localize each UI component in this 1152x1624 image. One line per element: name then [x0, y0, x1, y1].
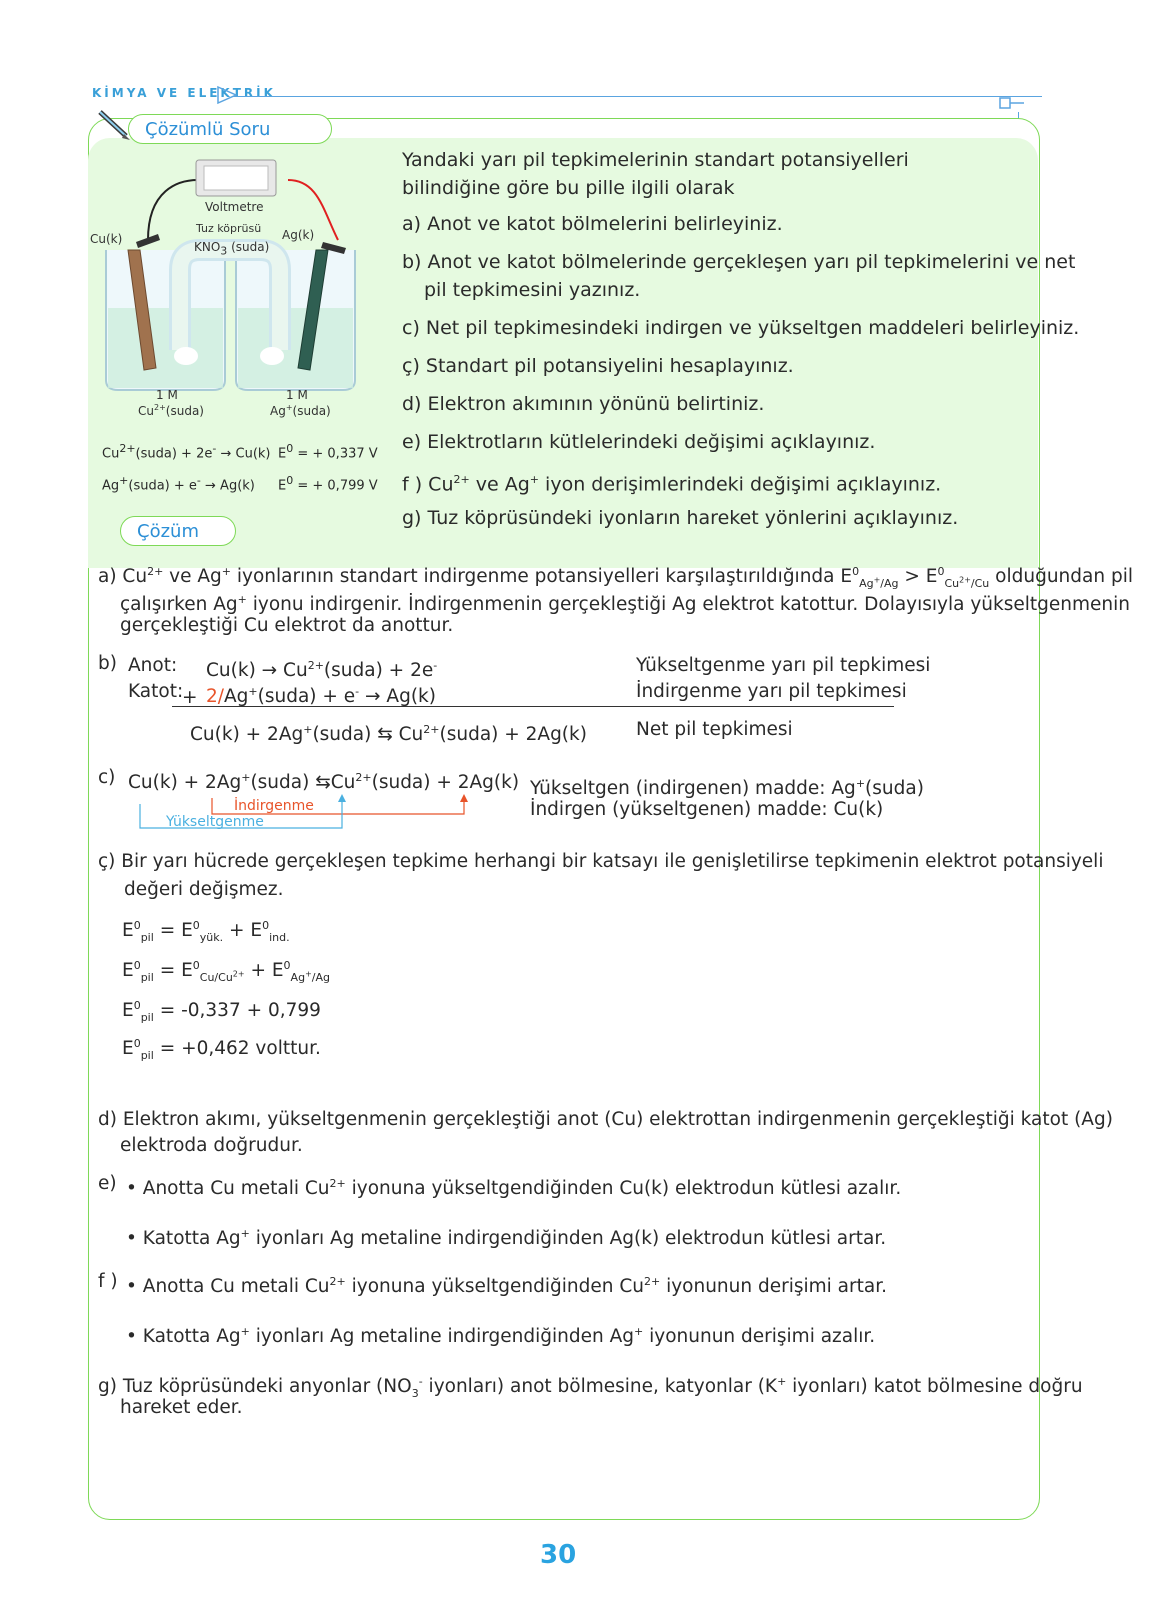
cathode-label: Katot: [128, 681, 184, 702]
solution-cc-line1: ç) Bir yarı hücrede gerçekleşen tepkime herhangi bir katsayı ile genişletilirse tepkimenin elektrot potansiyeli [98, 851, 1104, 872]
solution-c-label: c) [98, 767, 116, 788]
formula-3: $E^0_{pil} = -0,337 + 0,799$ [122, 999, 321, 1024]
solution-a-line3: gerçekleştiği Cu elektrot da anottur. [120, 615, 454, 636]
left-ion: $Cu^{2+}(suda)$ [138, 403, 204, 418]
left-conc: 1 M [156, 388, 178, 402]
solution-cc-line2: değeri değişmez. [124, 879, 284, 900]
solution-f-bullet1: • Anotta Cu metali $Cu^{2+}$ iyonuna yükseltgendiğinden $Cu^{2+}$ iyonunun derişimi artar. [126, 1275, 887, 1298]
page-number: 30 [540, 1540, 577, 1570]
pencil-icon [96, 108, 132, 142]
question-a: a) Anot ve katot bölmelerini belirleyiniz. [402, 213, 783, 235]
half-reaction-ag-potential: $E^0$ = + 0,799 V [278, 474, 378, 494]
cu-electrode-label: Cu(k) [90, 232, 123, 246]
reducing-agent: İndirgen (yükseltgenen) madde: Cu(k) [530, 799, 884, 820]
solution-e-bullet2: • Katotta Ag+ iyonları Ag metaline indirgendiğinden Ag(k) elektrodun kütlesi artar. [126, 1227, 887, 1250]
solution-a-line2: çalışırken Ag+ iyonu indirgenir. İndirgenmenin gerçekleştiği Ag elektrot katottur. Dolayısıyla yükseltgenmenin [120, 593, 1130, 616]
oxidizing-agent: Yükseltgen (indirgenen) madde: Ag+(suda) [530, 777, 924, 800]
half-reaction-cu-potential: $E^0$ = + 0,337 V [278, 442, 378, 462]
header-rule [232, 96, 1042, 97]
question-e: e) Elektrotların kütlelerindeki değişimi açıklayınız. [402, 431, 876, 453]
voltmeter-label: Voltmetre [205, 200, 264, 214]
formula-1: $E^0_{pil} = E^0_{yük.} + E^0_{ind.}$ [122, 919, 290, 944]
solution-e-label: e) [98, 1173, 117, 1194]
formula-2: $E^0_{pil} = E^0_{Cu/Cu^{2+}} + E^0_{Ag^+/Ag}$ [122, 959, 330, 984]
anode-equation: $Cu(k) \to Cu^{2+}(suda) + 2e^-$ [206, 659, 438, 682]
kno3-label: $KNO_3$ (suda) [194, 240, 270, 258]
question-b: b) Anot ve katot bölmelerinde gerçekleşen yarı pil tepkimelerini ve net [402, 251, 1076, 273]
black-wire [148, 180, 198, 240]
cathode-description: İndirgenme yarı pil tepkimesi [636, 681, 907, 702]
anode-description: Yükseltgenme yarı pil tepkimesi [636, 655, 931, 676]
half-reaction-ag: Ag+(suda) + e- → Ag(k) [102, 474, 255, 494]
solution-d-line2: elektroda doğrudur. [120, 1135, 303, 1156]
question-c: c) Net pil tepkimesindeki indirgen ve yükseltgen maddeleri belirleyiniz. [402, 317, 1080, 339]
half-reaction-cu: $Cu^{2+}(suda) + 2e^- \to Cu(k)$ [102, 442, 271, 462]
solution-f-label: f ) [98, 1271, 118, 1292]
electrochemical-cell-diagram [88, 150, 388, 440]
anode-label: Anot: [128, 655, 178, 676]
oxidation-label: Yükseltgenme [166, 814, 264, 830]
c-equation: Cu(k) + 2Ag+(suda) $⇆Cu^{2+}(suda) + 2Ag(k)$ [128, 771, 520, 794]
plus-sign: + [182, 687, 198, 708]
corner-square-icon [996, 94, 1026, 116]
question-b-cont: pil tepkimesini yazınız. [424, 279, 641, 301]
question-intro: Yandaki yarı pil tepkimelerinin standart potansiyelleri bilindiğine göre bu pille ilgili olarak [402, 149, 909, 199]
solution-g-line1: g) Tuz köprüsündeki anyonlar ($NO_3^-$ iyonları) anot bölmesine, katyonlar (K+ iyonları) katot bölmesine doğru [98, 1375, 1083, 1400]
question-label: Çözümlü Soru [128, 114, 332, 144]
ag-electrode-label: Ag(k) [282, 228, 315, 242]
solution-a-line1: a) $Cu^{2+}$ ve Ag+ iyonlarının standart indirgenme potansiyelleri karşılaştırıldığında $E^0_{Ag^+/Ag} > E^0_{Cu^{2+}/Cu}$ olduğundan pil [98, 565, 1133, 590]
question-cc: ç) Standart pil potansiyelini hesaplayınız. [402, 355, 794, 377]
solution-d-line1: d) Elektron akımı, yükseltgenmenin gerçekleştiği anot (Cu) elektrottan indirgenmenin gerçekleştiği katot (Ag) [98, 1109, 1113, 1130]
right-ion: Ag+(suda) [270, 403, 331, 418]
solution-b-label: b) [98, 653, 117, 674]
question-d: d) Elektron akımının yönünü belirtiniz. [402, 393, 765, 415]
solution-label: Çözüm [120, 516, 236, 546]
question-f: f ) $Cu^{2+}$ ve Ag+ iyon derişimlerindeki değişimi açıklayınız. [402, 473, 942, 496]
net-equation: Cu(k) + 2Ag+(suda) ⇆ $Cu^{2+}(suda) + 2Ag(k)$ [190, 723, 587, 746]
equilibrium-arrow-icon: ⇆ [315, 772, 331, 794]
right-conc: 1 M [286, 388, 308, 402]
net-description: Net pil tepkimesi [636, 719, 793, 740]
solution-e-bullet1: • Anotta Cu metali $Cu^{2+}$ iyonuna yükseltgendiğinden Cu(k) elektrodun kütlesi azalır. [126, 1177, 902, 1200]
cathode-equation: 2/Ag+(suda) + e- → Ag(k) [206, 685, 436, 708]
reduction-label: İndirgenme [234, 798, 314, 814]
formula-4: $E^0_{pil} = +0,462$ volttur. [122, 1037, 321, 1062]
question-g: g) Tuz köprüsündeki iyonların hareket yönlerini açıklayınız. [402, 507, 959, 529]
equilibrium-arrow-icon: ⇆ [377, 724, 393, 746]
solution-g-line2: hareket eder. [120, 1397, 243, 1418]
salt-bridge-label: Tuz köprüsü [196, 222, 262, 235]
triangle-icon [216, 84, 238, 106]
solution-f-bullet2: • Katotta Ag+ iyonları Ag metaline indirgendiğinden Ag+ iyonunun derişimi azalır. [126, 1325, 876, 1348]
chapter-title: KİMYA VE ELEKTRİK [92, 86, 276, 100]
sum-rule [172, 706, 894, 707]
